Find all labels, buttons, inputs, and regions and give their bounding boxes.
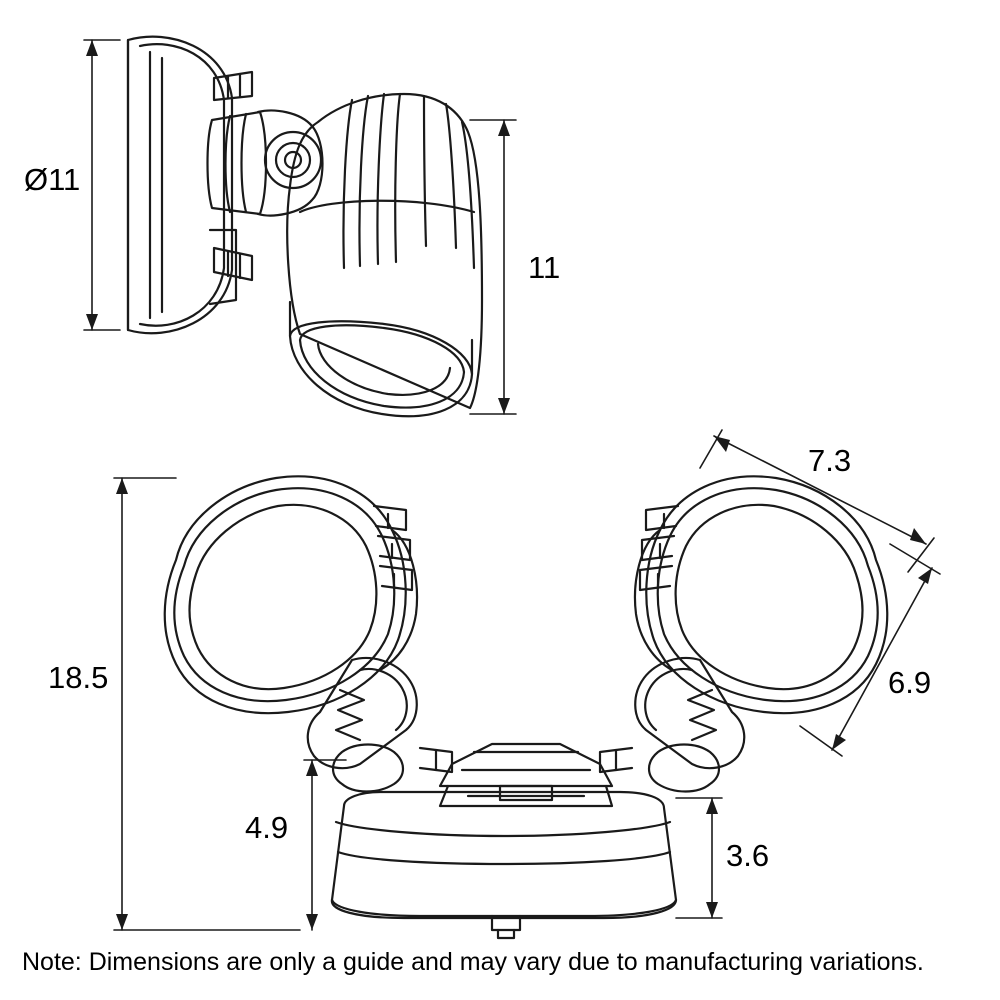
dimension-label-base-height: 3.6 (726, 838, 770, 873)
dimension-label-diameter: Ø11 (24, 162, 81, 197)
front-view-group (165, 476, 888, 938)
dimension-label-depth-top: 7.3 (808, 443, 852, 478)
dimension-label-width: 18.5 (48, 660, 109, 695)
dimension-base-height (676, 798, 722, 918)
side-view-group (128, 37, 482, 417)
dimension-diameter (84, 40, 120, 330)
dimension-label-height: 11 (528, 250, 561, 285)
manufacturing-note: Note: Dimensions are only a guide and may vary due to manufacturing variations. (22, 948, 924, 976)
dimension-label-depth-side: 6.9 (888, 665, 932, 700)
dimension-height (470, 120, 516, 414)
dimension-width (114, 478, 300, 930)
dimension-label-arm-height: 4.9 (245, 810, 289, 845)
